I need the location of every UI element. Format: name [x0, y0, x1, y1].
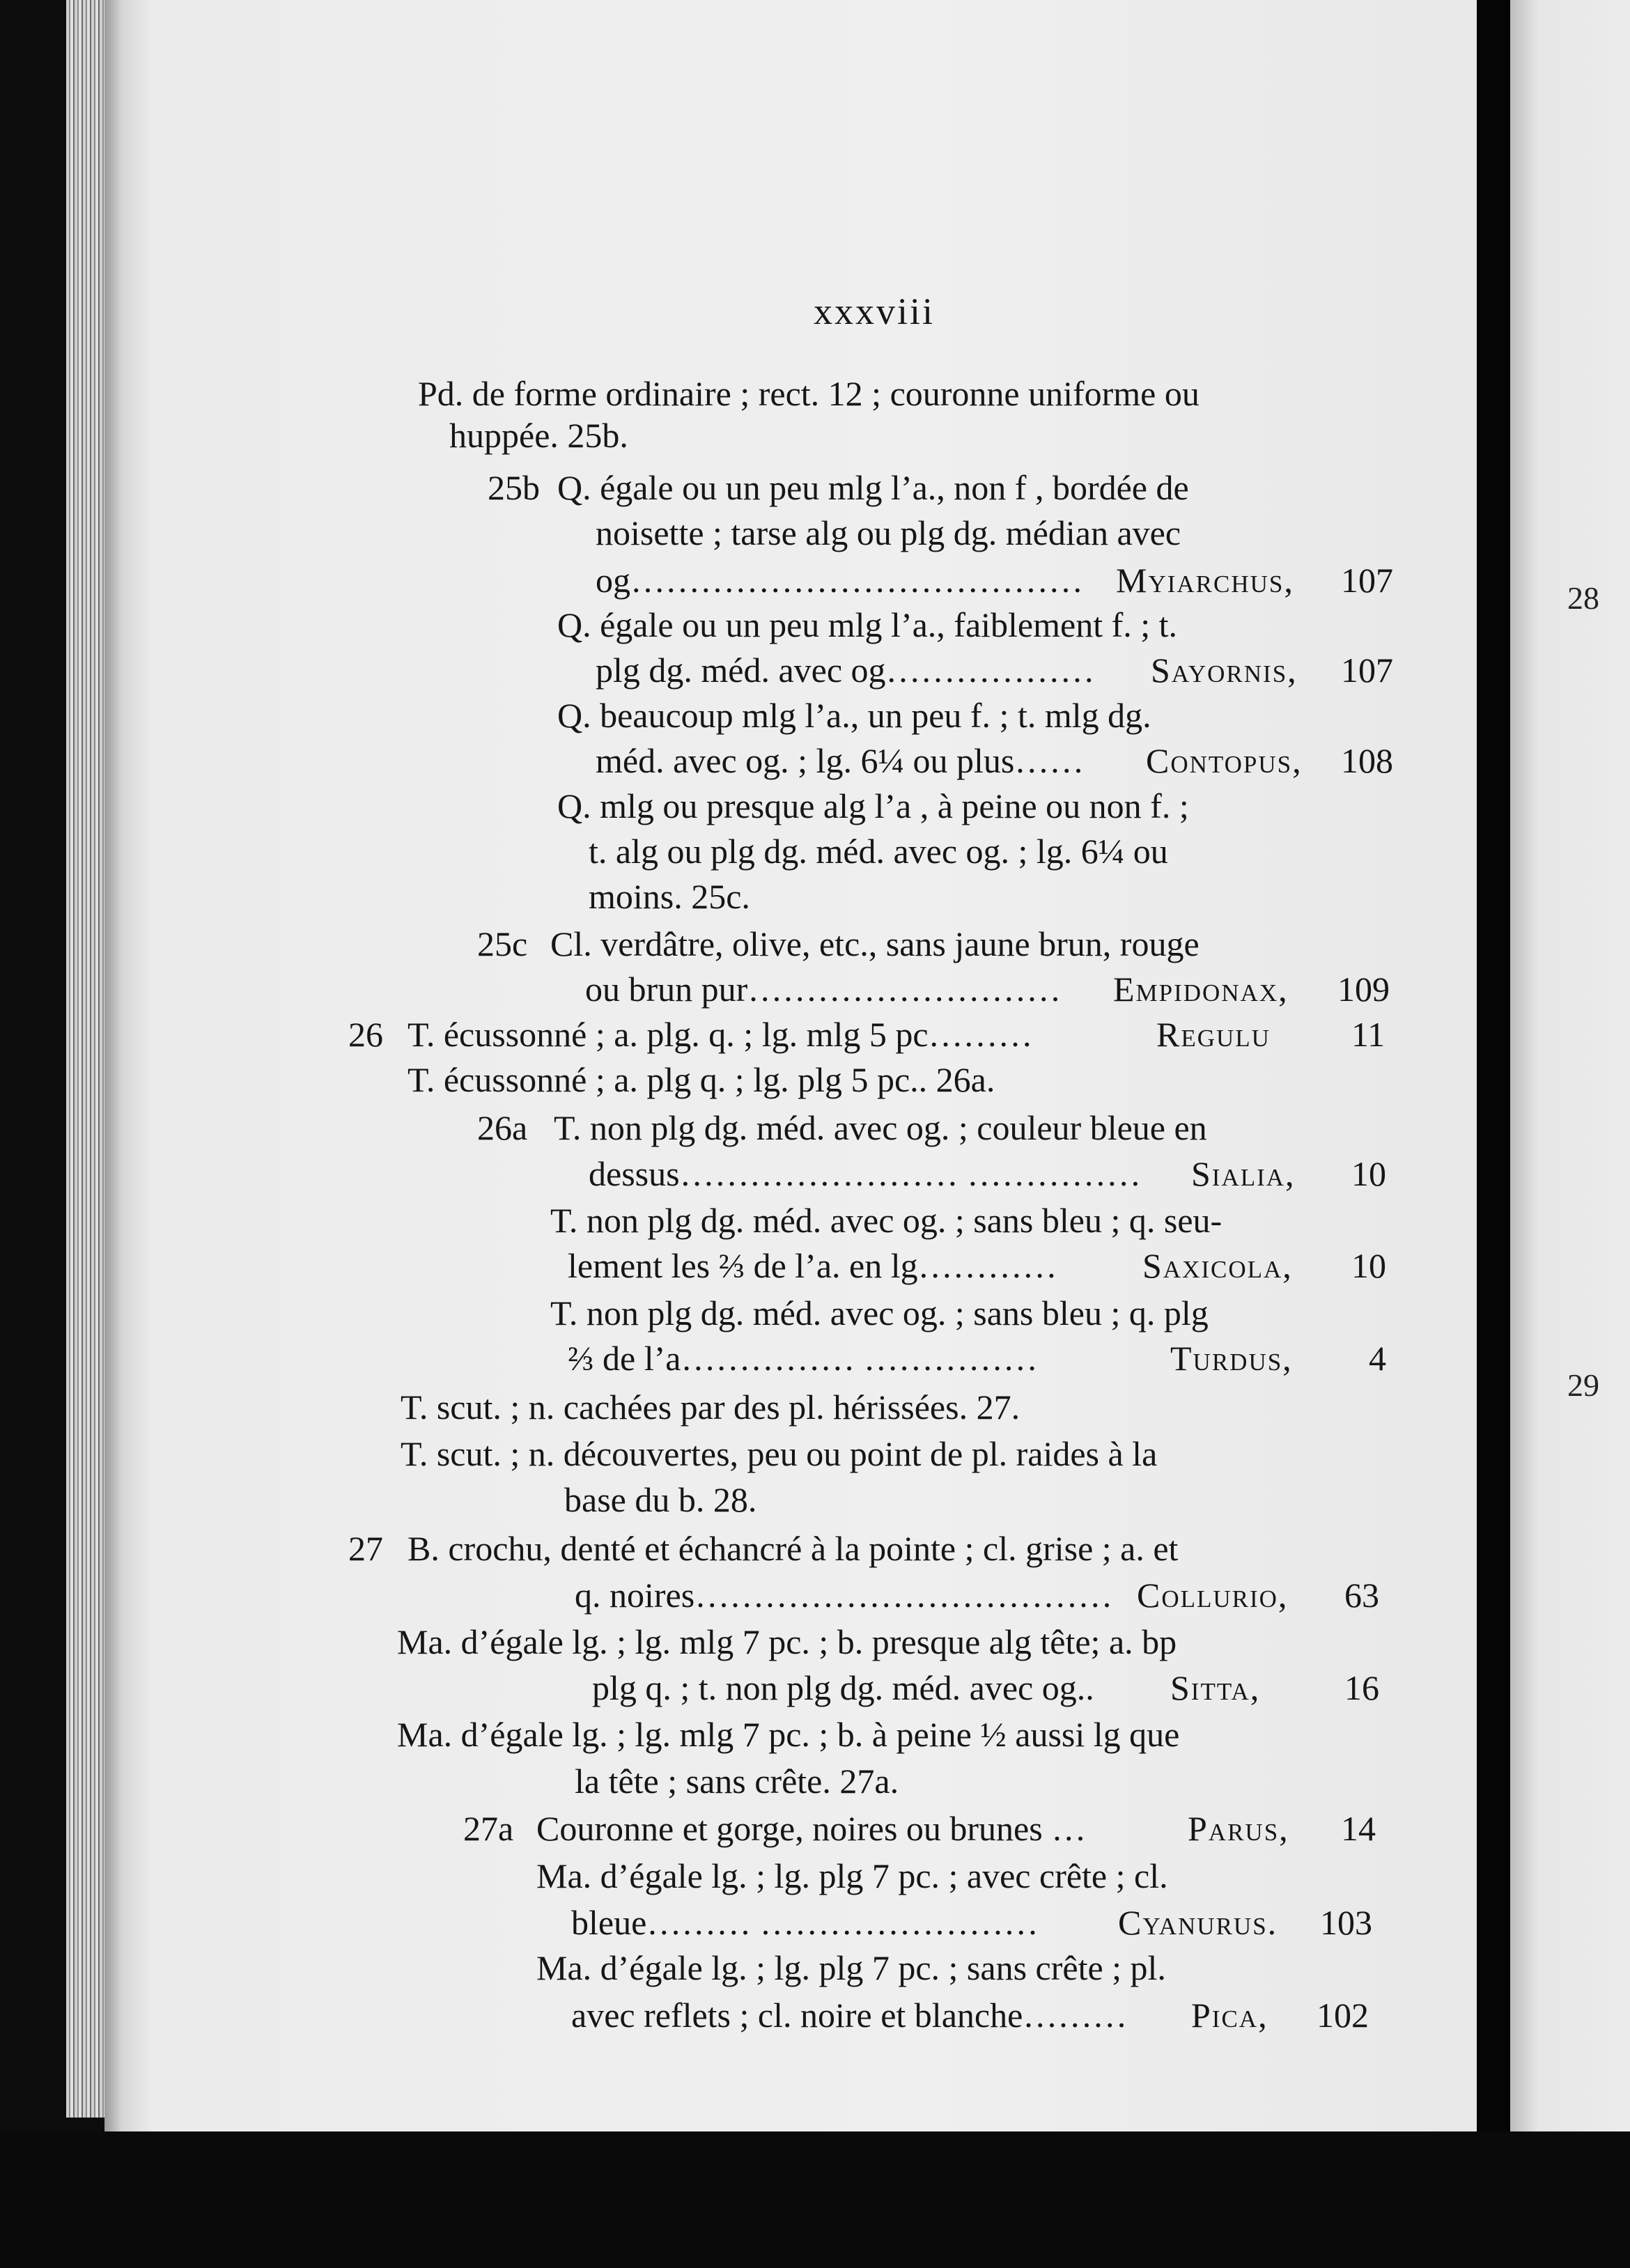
key-line: B. crochu, denté et échancré à la pointe ; cl. grise ; a. et [408, 1529, 1179, 1568]
page-reference: 16 [1344, 1668, 1379, 1707]
key-line: plg q. ; t. non plg dg. méd. avec og.. [592, 1668, 1094, 1707]
key-line: T. non plg dg. méd. avec og. ; sans bleu ; q. plg [550, 1294, 1209, 1333]
adjacent-page-number: 29 [1567, 1367, 1599, 1403]
key-line: ou brun pur……………………… [585, 970, 1062, 1009]
key-line: moins. 25c. [589, 877, 750, 916]
key-line: Q. beaucoup mlg l’a., un peu f. ; t. mlg dg. [557, 696, 1151, 735]
adjacent-page-number: 28 [1567, 580, 1599, 616]
genus-name: Sitta, [1170, 1668, 1261, 1707]
book-gutter [1477, 0, 1510, 2131]
key-line: Pd. de forme ordinaire ; rect. 12 ; couronne uniforme ou [418, 374, 1200, 413]
page-reference: 4 [1369, 1339, 1386, 1378]
key-line: t. alg ou plg dg. méd. avec og. ; lg. 6¼ ou [589, 832, 1168, 871]
key-line: Q. égale ou un peu mlg l’a., non f , bordée de [557, 468, 1189, 507]
genus-name: Regulu [1156, 1015, 1271, 1054]
page-edges [66, 0, 108, 2118]
genus-name: Sialia, [1191, 1154, 1296, 1193]
key-line: T. écussonné ; a. plg. q. ; lg. mlg 5 pc……… [408, 1015, 1033, 1054]
key-number: 25b [488, 468, 540, 507]
genus-name: Parus, [1188, 1809, 1289, 1848]
key-line: T. scut. ; n. découvertes, peu ou point de pl. raides à la [401, 1434, 1158, 1473]
key-number: 27a [463, 1809, 514, 1848]
key-line: dessus…………………… …………… [589, 1154, 1142, 1193]
key-number: 26a [477, 1108, 528, 1147]
genus-name: Turdus, [1170, 1339, 1293, 1378]
genus-name: Myiarchus, [1116, 561, 1294, 600]
page-reference: 103 [1320, 1903, 1372, 1942]
page-reference: 108 [1341, 741, 1393, 780]
key-line: T. écussonné ; a. plg q. ; lg. plg 5 pc.. 26a. [408, 1060, 995, 1099]
key-line: Ma. d’égale lg. ; lg. mlg 7 pc. ; b. presque alg tête; a. bp [397, 1622, 1177, 1661]
key-line: base du b. 28. [564, 1480, 757, 1519]
key-line: bleue……… …………………… [571, 1903, 1039, 1942]
page-reference: 11 [1351, 1015, 1386, 1054]
key-line: Q. égale ou un peu mlg l’a., faiblement f. ; t. [557, 605, 1178, 644]
genus-name: Pica, [1191, 1996, 1268, 2035]
key-number: 25c [477, 924, 528, 963]
page-reference: 14 [1341, 1809, 1376, 1848]
key-line: Cl. verdâtre, olive, etc., sans jaune brun, rouge [550, 924, 1200, 963]
key-line: huppée. 25b. [449, 416, 628, 455]
key-number: 26 [348, 1015, 383, 1054]
genus-name: Contopus, [1146, 741, 1303, 780]
page-reference: 10 [1351, 1246, 1386, 1285]
page-reference: 102 [1317, 1996, 1369, 2035]
page-reference: 107 [1341, 651, 1393, 690]
key-number: 27 [348, 1529, 383, 1568]
page-reference: 109 [1337, 970, 1390, 1009]
key-line: T. scut. ; n. cachées par des pl. hérissées. 27. [401, 1388, 1020, 1427]
genus-name: Cyanurus. [1118, 1903, 1278, 1942]
key-line: T. non plg dg. méd. avec og. ; couleur bleue en [554, 1108, 1207, 1147]
key-line: plg dg. méd. avec og……………… [596, 651, 1095, 690]
key-line: T. non plg dg. méd. avec og. ; sans bleu ; q. seu- [550, 1201, 1222, 1240]
key-line: Ma. d’égale lg. ; lg. plg 7 pc. ; sans crête ; pl. [536, 1948, 1166, 1987]
key-line: Ma. d’égale lg. ; lg. plg 7 pc. ; avec crête ; cl. [536, 1856, 1168, 1895]
key-line: og………………………………… [596, 561, 1083, 600]
key-line: Couronne et gorge, noires ou brunes … [536, 1809, 1087, 1848]
key-line: q. noires……………………………… [575, 1576, 1113, 1615]
genus-name: Sayornis, [1151, 651, 1298, 690]
key-line: Ma. d’égale lg. ; lg. mlg 7 pc. ; b. à peine ½ aussi lg que [397, 1715, 1180, 1754]
page-reference: 107 [1341, 561, 1393, 600]
key-line: lement les ⅔ de l’a. en lg………… [568, 1246, 1057, 1285]
key-line: méd. avec og. ; lg. 6¼ ou plus…… [596, 741, 1085, 780]
page-reference: 63 [1344, 1576, 1379, 1615]
genus-name: Saxicola, [1142, 1246, 1293, 1285]
key-line: avec reflets ; cl. noire et blanche……… [571, 1996, 1128, 2035]
genus-name: Collurio, [1137, 1576, 1289, 1615]
page-number: xxxviii [814, 290, 936, 332]
scan-border [0, 2131, 1630, 2268]
key-line: noisette ; tarse alg ou plg dg. médian avec [596, 513, 1181, 552]
key-line: la tête ; sans crête. 27a. [575, 1762, 899, 1801]
page-reference: 10 [1351, 1154, 1386, 1193]
key-line: Q. mlg ou presque alg l’a , à peine ou non f. ; [557, 786, 1189, 825]
adjacent-page [1510, 0, 1630, 2131]
genus-name: Empidonax, [1113, 970, 1289, 1009]
key-line: ⅔ de l’a…………… …………… [568, 1339, 1038, 1378]
